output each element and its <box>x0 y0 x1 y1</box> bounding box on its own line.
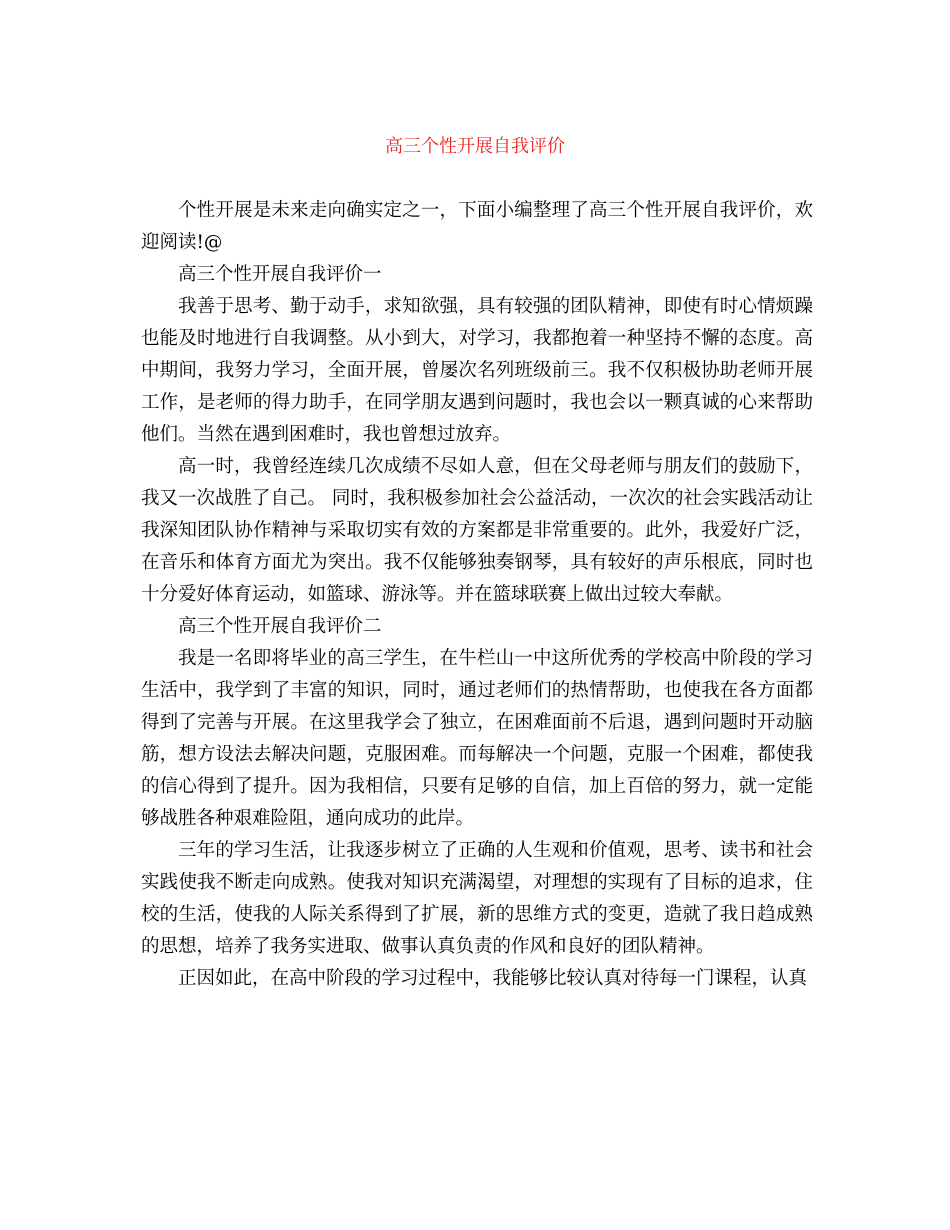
body-paragraph: 三年的学习生活，让我逐步树立了正确的人生观和价值观，思考、读书和社会实践使我不断走向成熟。使我对知识充满渴望，对理想的实现有了目标的追求，住校的生活，使我的人际关系得到了扩展，新的思维方式的变更，造就了我日趋成熟的思想，培养了我务实进取、做事认真负责的作风和良好的团队精神。 <box>141 840 813 957</box>
body-paragraph: 正因如此，在高中阶段的学习过程中，我能够比较认真对待每一门课程，认真 <box>178 968 808 989</box>
intro-paragraph: 个性开展是未来走向确实定之一，下面小编整理了高三个性开展自我评价，欢迎阅读!@ <box>141 200 813 253</box>
document-title: 高三个性开展自我评价 <box>385 136 565 157</box>
body-paragraph: 我是一名即将毕业的高三学生，在牛栏山一中这所优秀的学校高中阶段的学习生活中，我学到了丰富的知识，同时，通过老师们的热情帮助，也使我在各方面都得到了完善与开展。在这里我学会了独立，在困难面前不后退，遇到问题时开动脑筋，想方设法去解决问题，克服困难。而每解决一个问题，克服一个困难，都使我的信心得到了提升。因为我相信，只要有足够的自信，加上百倍的努力，就一定能够战胜各种艰难险阻，通向成功的此岸。 <box>141 648 813 829</box>
section-heading-one: 高三个性开展自我评价一 <box>178 264 382 285</box>
body-paragraph: 高一时，我曾经连续几次成绩不尽如人意，但在父母老师与朋友们的鼓励下，我又一次战胜了自己。 同时，我积极参加社会公益活动，一次次的社会实践活动让我深知团队协作精神与采取切实有效的方案都是非常重要的。此外，我爱好广泛，在音乐和体育方面尤为突出。我不仅能够独奏钢琴，具有较好的声乐根底，同时也十分爱好体育运动，如篮球、游泳等。并在篮球联赛上做出过较大奉献。 <box>141 456 813 605</box>
section-heading-two: 高三个性开展自我评价二 <box>178 616 382 637</box>
document-body <box>141 195 813 995</box>
body-paragraph: 我善于思考、勤于动手，求知欲强，具有较强的团队精神，即使有时心情烦躁也能及时地进行自我调整。从小到大，对学习，我都抱着一种坚持不懈的态度。高中期间，我努力学习，全面开展，曾屡次名列班级前三。我不仅积极协助老师开展工作，是老师的得力助手，在同学朋友遇到问题时，我也会以一颗真诚的心来帮助他们。当然在遇到困难时，我也曾想过放弃。 <box>141 296 813 445</box>
